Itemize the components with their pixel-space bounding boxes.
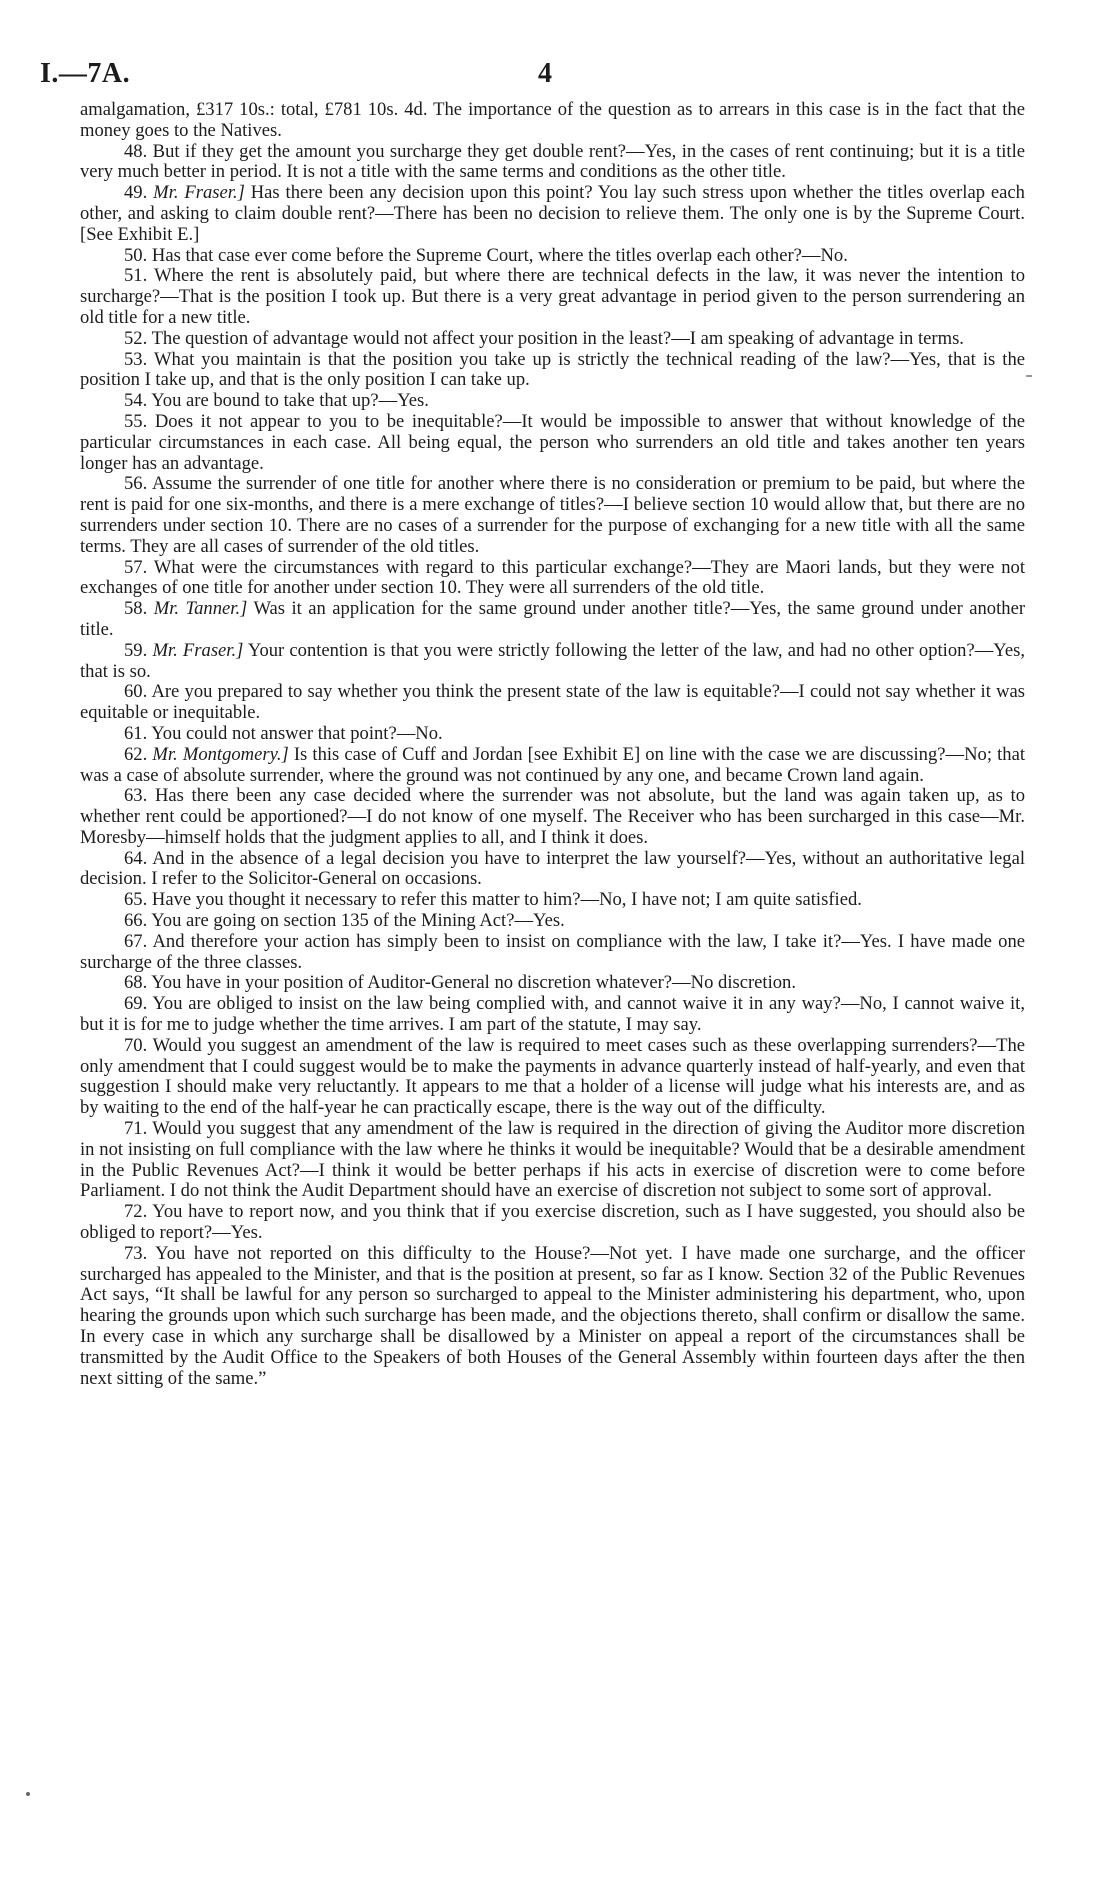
question-number: 49. — [124, 182, 148, 204]
question-paragraph — [80, 266, 1025, 328]
speaker-name: Mr. Montgomery.] — [152, 743, 289, 765]
paragraph-text: You have to report now, and you think that if you exercise discretion, such as I have suggested, you should also be obliged to report?—Yes. — [80, 1201, 1025, 1244]
question-number: 62. — [124, 743, 148, 765]
question-paragraph — [80, 641, 1025, 683]
question-paragraph — [80, 329, 1025, 350]
question-paragraph — [80, 599, 1025, 641]
question-number: 69. — [124, 993, 148, 1015]
page-header — [40, 58, 1060, 98]
question-paragraph — [80, 350, 1025, 392]
paragraph-text: Has that case ever come before the Supreme Court, where the titles overlap each other?—No. — [151, 244, 848, 266]
question-number: 55. — [124, 410, 148, 432]
question-number: 70. — [124, 1034, 148, 1056]
paragraph-text: You could not answer that point?—No. — [151, 722, 443, 744]
question-number: 72. — [124, 1201, 148, 1223]
speaker-name: Mr. Fraser.] — [152, 639, 244, 661]
question-paragraph — [80, 1036, 1025, 1119]
paragraph-text: Was it an application for the same ground under another title?—Yes, the same ground under another title. — [80, 598, 1026, 640]
speaker-name: Mr. Fraser.] — [153, 182, 245, 204]
question-number: 68. — [124, 972, 148, 994]
question-number: 50. — [124, 244, 148, 266]
question-paragraph — [80, 745, 1025, 787]
question-number: 54. — [124, 390, 148, 412]
question-paragraph — [80, 558, 1025, 600]
paragraph-text: Is this case of Cuff and Jordan [see Exhibit E] on line with the case we are discussing?—No; that was a case of absolute surrender, where the ground was not continued by any one, and became Crown land again. — [80, 743, 1026, 786]
paragraph-text: Would you suggest that any amendment of the law is required in the direction of giving the Auditor more discretion in not insisting on full compliance with the law where he thinks it would be inequitable? Would that be a desirable amendment in the Public Revenues Act?—I think it would be better perhaps if his acts in exercise of discretion were to come before Parliament. I do not think the Audit Department should have an exercise of discretion not subject to some sort of approval. — [80, 1118, 1026, 1202]
paragraph-text: And therefore your action has simply been to insist on compliance with the law, I take it?—Yes. I have made one surcharge of the three classes. — [80, 930, 1025, 973]
question-paragraph — [80, 932, 1025, 974]
evidence-text — [80, 100, 1025, 1389]
question-number: 60. — [124, 681, 148, 703]
question-number: 52. — [124, 327, 148, 349]
question-number: 71. — [124, 1118, 148, 1140]
paragraph-text: Your contention is that you were strictly following the letter of the law, and had no other option?—Yes, that is so. — [80, 639, 1025, 682]
question-paragraph — [80, 391, 1025, 412]
question-paragraph — [80, 1202, 1025, 1244]
question-number: 48. — [124, 140, 148, 162]
continued-paragraph — [80, 100, 1025, 142]
paragraph-text: You are going on section 135 of the Mining Act?—Yes. — [151, 910, 565, 932]
paragraph-text: You are bound to take that up?—Yes. — [151, 390, 429, 412]
paragraph-text: Has there been any case decided where the surrender was not absolute, but the land was again taken up, as to whether rent could be apportioned?—I do not know of one myself. The Receiver who has been surcharged in this case—Mr. Moresby—himself holds that the judgment applies to all, and I think it does. — [80, 785, 1025, 848]
document-reference: I.—7A. — [40, 58, 131, 89]
paragraph-text: What you maintain is that the position you take up is strictly the technical reading of the law?—Yes, that is the position I take up, and that is the only position I can take up. — [80, 348, 1026, 391]
margin-dot — [26, 1792, 30, 1796]
paragraph-text: You are obliged to insist on the law being complied with, and cannot waive it in any way?—No, I cannot waive it, but it is for me to judge whether the time arrives. I am part of the statute, I may say. — [80, 993, 1025, 1036]
page-number: 4 — [538, 58, 552, 89]
paragraph-text: Does it not appear to you to be inequitable?—It would be impossible to answer that without knowledge of the particular circumstances in each case. All being equal, the person who surrenders an old title and takes another ten years longer has an advantage. — [80, 410, 1025, 474]
question-number: 57. — [124, 556, 148, 578]
question-number: 58. — [124, 598, 148, 620]
margin-mark — [1026, 375, 1032, 377]
question-paragraph — [80, 994, 1025, 1036]
question-paragraph — [80, 911, 1025, 932]
question-number: 67. — [124, 930, 148, 952]
question-paragraph — [80, 142, 1025, 184]
paragraph-text: But if they get the amount you surcharge they get double rent?—Yes, in the cases of rent continuing; but it is a title very much better in period. It is not a title with the same terms and conditions as the other title. — [80, 140, 1025, 183]
question-paragraph — [80, 973, 1025, 994]
paragraph-text: Where the rent is absolutely paid, but where there are technical defects in the law, it was never the intention to surcharge?—That is the position I took up. But there is a very great advantage in period given to the person surrendering an old title for a new title. — [80, 265, 1025, 328]
question-paragraph — [80, 246, 1025, 267]
question-paragraph — [80, 412, 1025, 474]
question-paragraph — [80, 1119, 1025, 1202]
question-number: 66. — [124, 910, 148, 932]
paragraph-text: What were the circumstances with regard to this particular exchange?—They are Maori lands, but they were not exchanges of one title for another under section 10. They were all surrenders of the old title. — [80, 556, 1026, 599]
question-paragraph — [80, 474, 1025, 557]
paragraph-text: You have not reported on this difficulty to the House?—Not yet. I have made one surcharge, and the officer surcharged has appealed to the Minister, and that is the position at present, so far as I know. Section 32 of the Public Revenues Act says, “It shall be lawful for any person so surcharged to appeal to the Minister administering his department, who, upon hearing the grounds upon which such surcharge has been made, and the objections thereto, shall confirm or disallow the same. In every case in which any surcharge shall be disallowed by a Minister on appeal a report of the circumstances shall be transmitted by the Audit Office to the Speakers of both Houses of the General Assembly within fourteen days after the then next sitting of the same.” — [80, 1242, 1025, 1389]
question-paragraph — [80, 786, 1025, 848]
question-number: 61. — [124, 722, 148, 744]
question-number: 64. — [124, 847, 148, 869]
question-number: 73. — [124, 1242, 148, 1264]
question-number: 51. — [124, 265, 148, 287]
question-number: 53. — [124, 348, 148, 370]
paragraph-text: Has there been any decision upon this point? You lay such stress upon whether the titles overlap each other, and asking to claim double rent?—There has been no decision to relieve them. The only one is by the Supreme Court. [See Exhibit E.] — [80, 182, 1025, 245]
question-number: 56. — [124, 473, 148, 495]
paragraph-text: You have in your position of Auditor-General no discretion whatever?—No discretion. — [151, 972, 796, 994]
paragraph-text: The question of advantage would not affect your position in the least?—I am speaking of advantage in terms. — [151, 327, 964, 349]
question-paragraph — [80, 1244, 1025, 1390]
question-paragraph — [80, 682, 1025, 724]
paragraph-text: Assume the surrender of one title for another where there is no consideration or premium to be paid, but where the rent is paid for one six-months, and there is a mere exchange of titles?—I believe section 10 would allow that, but there are no surrenders under section 10. There are no cases of a surrender for the purpose of exchanging for a new title with all the same terms. They are all cases of surrender of the old titles. — [80, 473, 1025, 557]
speaker-name: Mr. Tanner.] — [153, 598, 248, 620]
question-number: 65. — [124, 889, 148, 911]
question-number: 63. — [124, 785, 148, 807]
question-number: 59. — [124, 639, 148, 661]
question-paragraph — [80, 724, 1025, 745]
paragraph-text: Have you thought it necessary to refer this matter to him?—No, I have not; I am quite satisfied. — [151, 889, 862, 911]
paragraph-text: amalgamation, £317 10s.: total, £781 10s. 4d. The importance of the question as to arrears in this case is in the fact that the money goes to the Natives. — [80, 99, 1025, 141]
question-paragraph — [80, 849, 1025, 891]
paragraph-text: Would you suggest an amendment of the law is required to meet cases such as these overlapping surrenders?—The only amendment that I could suggest would be to make the payments in advance quarterly instead of half-yearly, and even that suggestion I should make very reluctantly. It appears to me that a holder of a license will judge what his interests are, and as by waiting to the end of the half-year he can practically escape, there is the way out of the difficulty. — [80, 1034, 1026, 1119]
question-paragraph — [80, 890, 1025, 911]
question-paragraph — [80, 183, 1025, 245]
paragraph-text: Are you prepared to say whether you think the present state of the law is equitable?—I could not say whether it was equitable or inequitable. — [80, 681, 1025, 724]
paragraph-text: And in the absence of a legal decision you have to interpret the law yourself?—Yes, without an authoritative legal decision. I refer to the Solicitor-General on occasions. — [80, 847, 1025, 890]
